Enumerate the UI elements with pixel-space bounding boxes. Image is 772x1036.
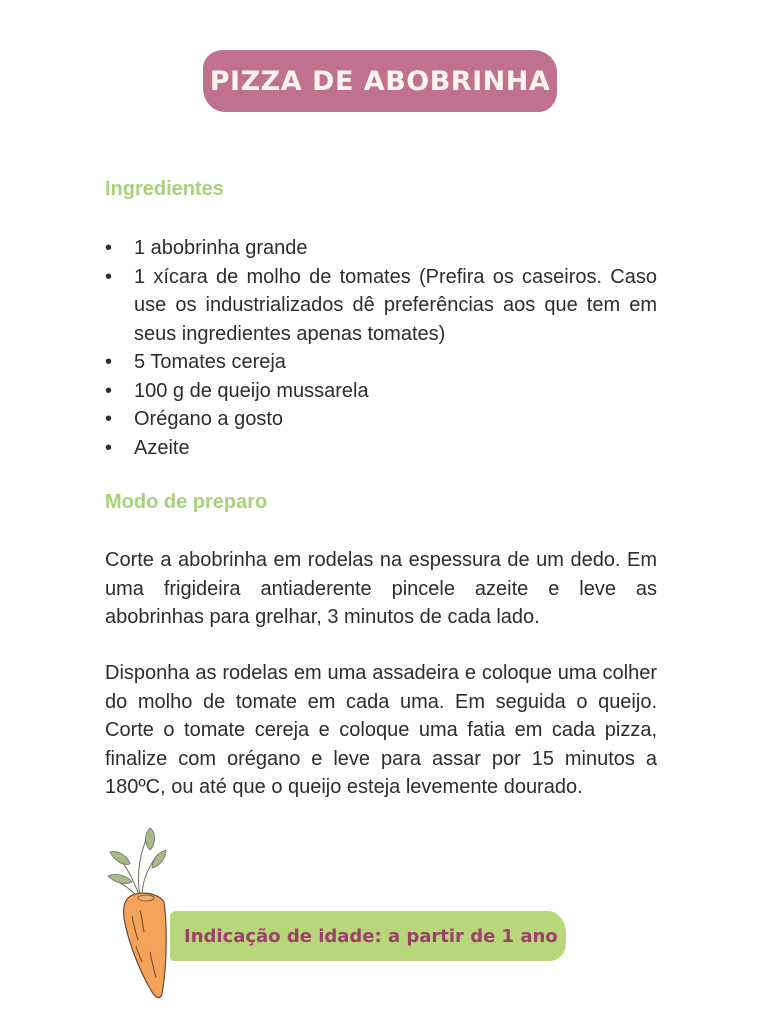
title-banner xyxy=(203,50,557,112)
ingredients-list xyxy=(105,234,657,462)
list-item: • 100 g de queijo mussarela xyxy=(105,377,657,406)
age-indication-banner xyxy=(170,911,566,961)
age-indication-text: Indicação de idade: a partir de 1 ano xyxy=(184,925,558,947)
preparation-heading: Modo de preparo xyxy=(105,491,268,513)
bullet: • xyxy=(105,408,113,430)
page-title: PIZZA DE ABOBRINHA xyxy=(209,65,551,97)
list-item: • 5 Tomates cereja xyxy=(105,348,657,377)
bullet: • xyxy=(105,237,113,259)
bullet: • xyxy=(105,351,113,373)
preparation-step-1: Corte a abobrinha em rodelas na espessura de um dedo. Em uma frigideira antiaderente pincele azeite e leve as abobrinhas para grelhar, 3 minutos de cada lado. xyxy=(105,549,657,628)
list-item: • Azeite xyxy=(105,434,657,463)
bullet: • xyxy=(105,436,113,459)
bullet: • xyxy=(105,379,113,402)
list-item: • 1 abobrinha grande xyxy=(105,234,657,263)
ingredients-heading: Ingredientes xyxy=(105,178,224,200)
bullet: • xyxy=(105,265,113,288)
carrot-icon xyxy=(106,822,186,1002)
preparation-step-2: Disponha as rodelas em uma assadeira e coloque uma colher do molho de tomate em cada uma. Em seguida o queijo. Corte o tomate cereja e coloque uma fatia em cada pizza, finalize com orégano e leve para assar por 15 minutos a 180ºC, ou até que o queijo esteja levemente dourado. xyxy=(105,662,657,798)
list-item: • 1 xícara de molho de tomates (Prefira os caseiros. Caso use os industrializados dê preferências aos que tem em seus ingredientes apenas tomates) xyxy=(105,263,657,349)
list-item: • Orégano a gosto xyxy=(105,405,657,434)
